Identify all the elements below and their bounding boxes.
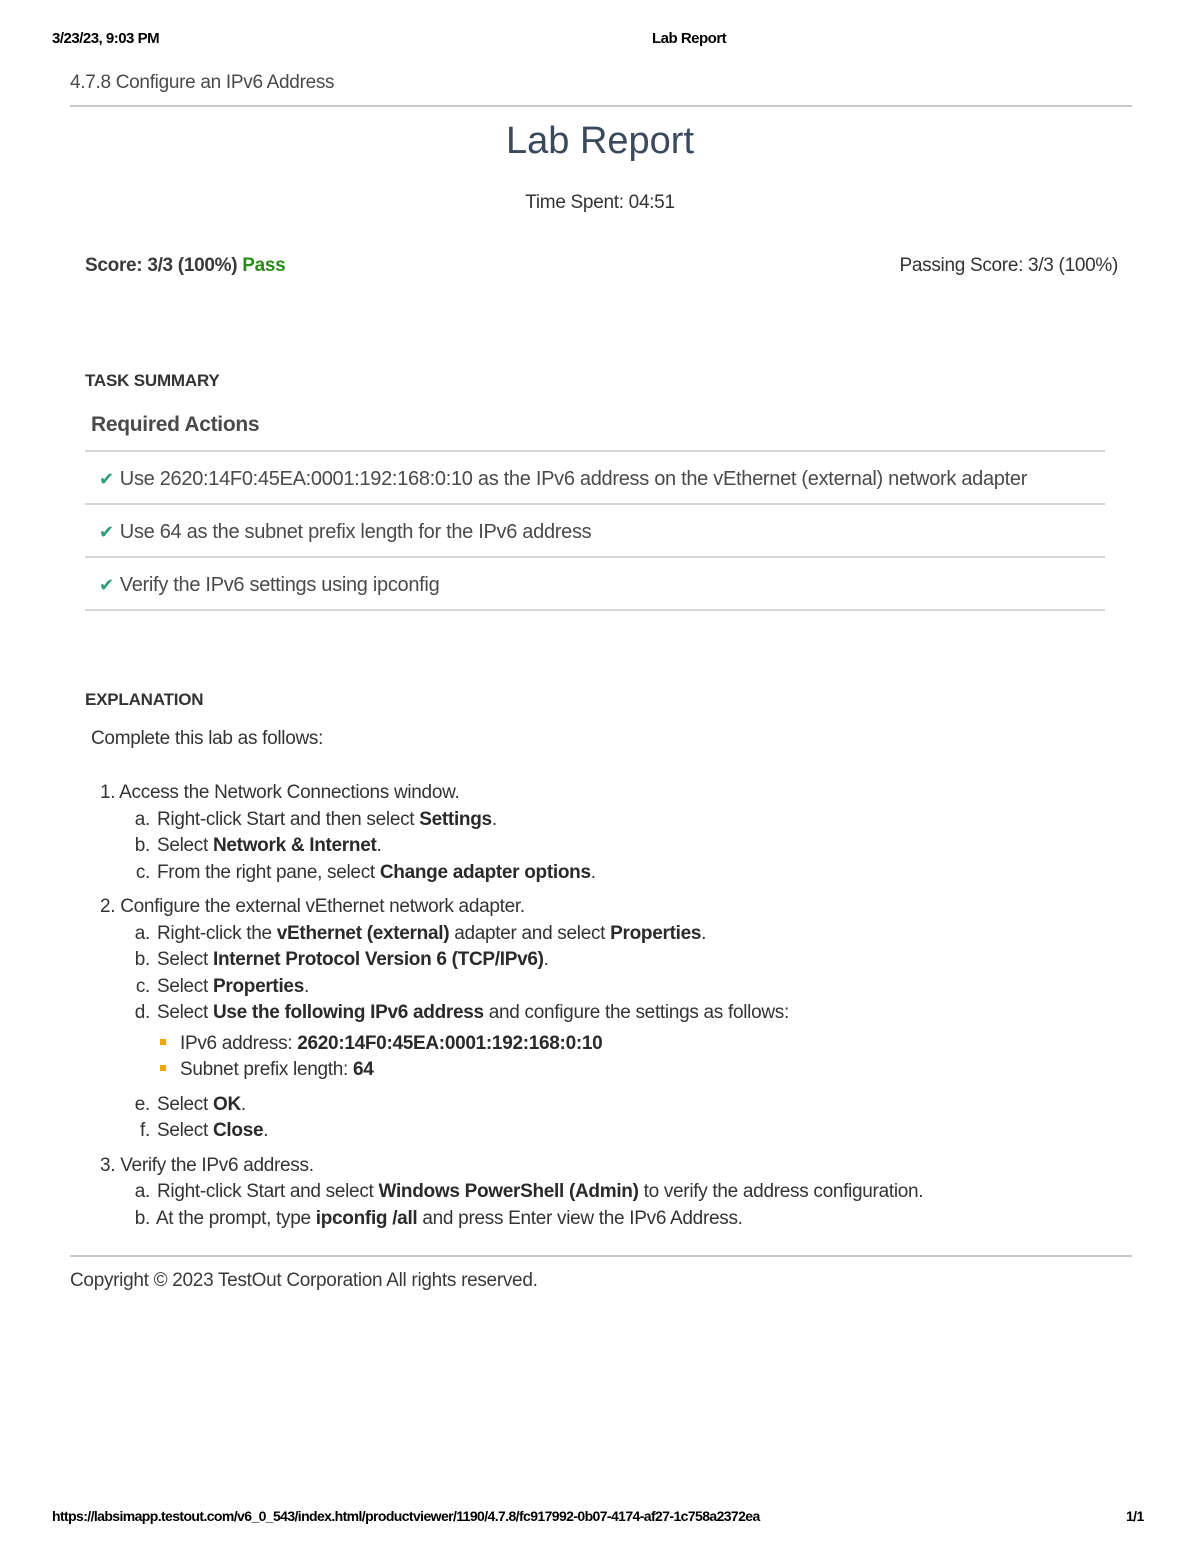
breadcrumb: 4.7.8 Configure an IPv6 Address [70,72,335,93]
checkmark-icon: ✔ [99,575,114,595]
checkmark-icon: ✔ [99,469,114,489]
substep: c. Select Properties. [135,975,309,997]
substep: a. Right-click Start and select Windows PowerShell (Admin) to verify the address configuration. [134,1181,924,1202]
step-3: 3. Verify the IPv6 address. a. Right-click Start and select Windows PowerShell (Admin) to verify the address configuration. b. At the prompt, type ipconfig /all and press Enter view the IPv6 Address. [100,1153,1100,1233]
page-title: Lab Report [505,120,694,162]
bullet-icon [160,1039,166,1045]
action-item: ✔ Use 64 as the subnet prefix length for the IPv6 address [85,503,1105,556]
print-datetime: 3/23/23, 9:03 PM [52,30,160,47]
time-spent: Time Spent: 04:51 [525,192,675,213]
print-url: https://labsimapp.testout.com/v6_0_543/index.html/productviewer/1190/4.7.8/fc917992-0b07-4174-af27-1c758a2372ea [52,1508,760,1524]
checkmark-icon: ✔ [99,522,114,542]
substep: a. Right-click Start and then select Settings. [134,808,497,830]
list-item: IPv6 address: 2620:14F0:45EA:0001:192:168:0:10 [160,1031,1100,1058]
substep: a. Right-click the vEthernet (external) adapter and select Properties. [134,922,707,944]
print-page-number: 1/1 [1126,1508,1144,1524]
list-item: Subnet prefix length: 64 [160,1057,1100,1084]
copyright: Copyright © 2023 TestOut Corporation All rights reserved. [70,1270,538,1291]
required-actions-list [85,450,1105,611]
pass-badge: Pass [242,255,286,276]
substep: b. Select Network & Internet. [134,835,382,856]
explanation-intro: Complete this lab as follows: [91,728,324,749]
substep: e. Select OK. [134,1093,246,1115]
substep: c. From the right pane, select Change adapter options. [135,861,596,883]
step-2: 2. Configure the external vEthernet network adapter. a. Right-click the vEthernet (external) adapter and select Properties. b. Select Internet Protocol Version 6 (TCP/IPv6). c. Select Properties. d. Select Use the following IPv6 address and configure the settings as follows: IPv6 address: 2620:14F0:45EA:0001:192:168:0:10 Subnet prefix length: 64 e. Select OK. f. Select Close. [100,894,1100,1145]
settings-list [100,1031,1100,1084]
explanation-steps [100,780,1100,1240]
task-summary-label: TASK SUMMARY [85,371,220,390]
bullet-icon [160,1065,166,1071]
print-title: Lab Report [652,30,727,47]
score-value: Score: 3/3 (100%) [85,255,238,276]
substep: d. Select Use the following IPv6 address and configure the settings as follows: [134,1002,789,1023]
explanation-label: EXPLANATION [85,690,204,709]
action-item: ✔ Verify the IPv6 settings using ipconfig [85,556,1105,611]
step-1: 1. Access the Network Connections window. a. Right-click Start and then select Settings. b. Select Network & Internet. c. From the right pane, select Change adapter options. [100,780,1100,886]
bottom-divider [70,1255,1132,1257]
substep: b. At the prompt, type ipconfig /all and press Enter view the IPv6 Address. [134,1207,743,1229]
top-divider [70,105,1132,107]
score [85,255,285,277]
substep: f. Select Close. [140,1120,269,1141]
substep: b. Select Internet Protocol Version 6 (TCP/IPv6). [134,949,549,970]
action-item: ✔ Use 2620:14F0:45EA:0001:192:168:0:10 as the IPv6 address on the vEthernet (external) network adapter [85,450,1105,503]
passing-score: Passing Score: 3/3 (100%) [899,255,1118,276]
required-actions-heading: Required Actions [91,413,260,436]
